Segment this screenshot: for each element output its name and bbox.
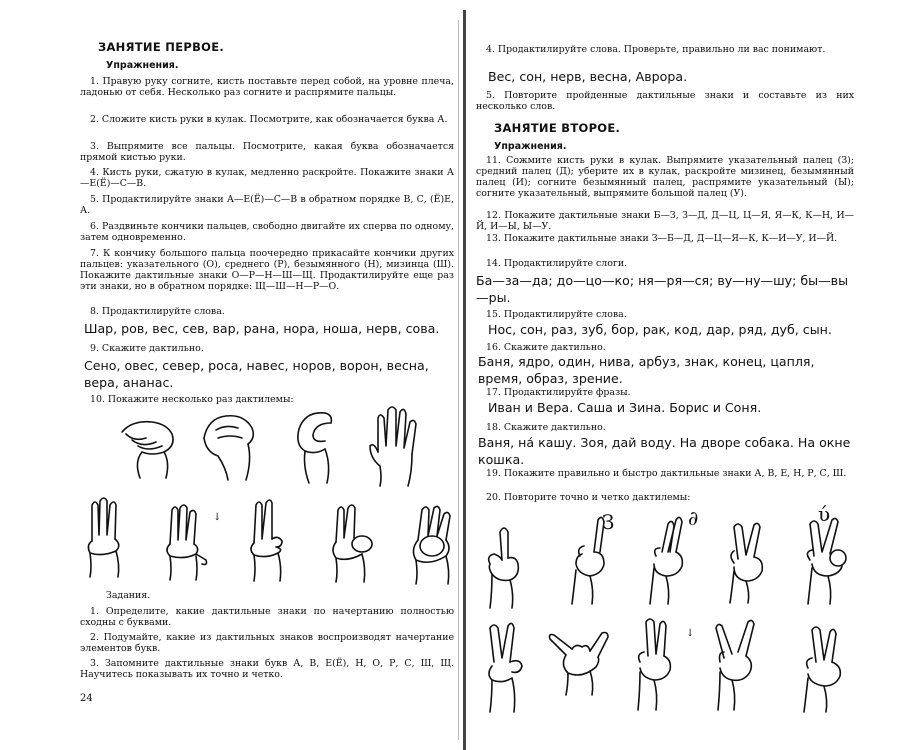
letter-z-label: З — [602, 510, 615, 534]
hand-r-icon — [322, 498, 380, 582]
exercise-9: 9. Скажите дактильно. — [90, 343, 204, 354]
exercise-18-words: Ваня, на́ кашу. Зоя, дай воду. На дворе собака. На окне кошка. — [478, 435, 851, 467]
exercise-11: 11. Сожмите кисть руки в кулак. Выпрямите указательный палец (З); средний палец (Д); уберите их в кулак, раскройте мизинец, безымянный палец (И); согните безымянный палец, распрямите указательный (Ы); согните указательный, выпрямите большой палец (У). — [476, 155, 854, 200]
exercise-16: 16. Скажите дактильно. — [486, 342, 606, 353]
lesson-two-title: ЗАНЯТИЕ ВТОРОЕ. — [494, 121, 621, 135]
exercise-9-words: Сено, овес, север, роса, навес, норов, ворон, весна, вера, ананас. — [84, 358, 429, 390]
task-1: 1. Определите, какие дактильные знаки по начертанию полностью сходны с буквами. — [80, 606, 454, 629]
hand-u-icon — [798, 512, 860, 604]
exercise-17: 17. Продактилируйте фразы. — [486, 387, 631, 398]
hand-ya-icon — [708, 612, 764, 710]
exercise-20: 20. Повторите точно и четко дактилемы: — [486, 492, 691, 503]
right-page — [468, 0, 921, 750]
exercises-heading-2: Упражнения. — [494, 141, 567, 152]
exercise-4: 4. Кисть руки, сжатую в кулак, медленно раскройте. Покажите знаки А—Е(Ё)—С—В. — [80, 167, 454, 190]
exercise-5: 5. Продактилируйте знаки А—Е(Ё)—С—В в обратном порядке В, С, (Ё)Е, А. — [80, 194, 454, 217]
task-2: 2. Подумайте, какие из дактильных знаков воспроизводят начертание элементов букв. — [80, 632, 454, 655]
exercise-4-right: 4. Продактилируйте слова. Проверьте, правильно ли вас понимают. — [486, 44, 826, 55]
exercise-15: 15. Продактилируйте слова. — [486, 309, 627, 320]
exercise-8: 8. Продактилируйте слова. — [90, 306, 225, 317]
tick-mark-2: ↓ — [686, 628, 695, 639]
exercises-heading: Упражнения. — [106, 60, 179, 71]
hand-n-icon — [242, 495, 296, 581]
task-3: 3. Запомните дактильные знаки букв А, В, Е(Ё), Н, О, Р, С, Ш, Щ. Научитесь показывать их точно и четко. — [80, 658, 454, 681]
hand-v-icon — [366, 402, 422, 486]
hand-k-icon — [480, 618, 532, 712]
hand-s-icon — [285, 405, 351, 485]
hand-o-icon — [402, 500, 464, 584]
exercise-4-words: Вес, сон, нерв, весна, Аврора. — [488, 69, 688, 84]
hand-b-icon — [480, 520, 528, 608]
exercise-5-right: 5. Повторите пройденные дактильные знаки и составьте из них несколько слов. — [476, 90, 854, 113]
hand-yi-icon — [794, 620, 854, 712]
hand-fist-icon — [112, 412, 182, 482]
hand-shch-icon — [160, 500, 212, 580]
exercise-19: 19. Покажите правильно и быстро дактильные знаки А, В, Е, Н, Р, С, Ш. — [486, 468, 847, 479]
tick-mark: ↓ — [213, 512, 222, 523]
exercise-16-words: Баня, ядро, один, нива, арбуз, знак, конец, цапля, время, образ, зрение. — [478, 354, 815, 386]
exercise-2: 2. Сложите кисть руки в кулак. Посмотрите, как обозначается буква А. — [90, 114, 448, 125]
exercise-17-words: Иван и Вера. Саша и Зина. Борис и Соня. — [488, 400, 762, 415]
hand-sh-icon — [82, 495, 130, 577]
exercise-15-words: Нос, сон, раз, зуб, бор, рак, код, дар, ряд, дуб, сын. — [488, 322, 832, 337]
letter-d-label: ∂ — [688, 506, 699, 530]
lesson-one-title: ЗАНЯТИЕ ПЕРВОЕ. — [98, 40, 225, 54]
exercise-1: 1. Правую руку согните, кисть поставьте перед собой, на уровне плеча, ладонью от себя. Несколько раз согните и распрямите пальцы. — [80, 76, 454, 99]
exercise-14: 14. Продактилируйте слоги. — [486, 258, 628, 269]
exercise-12: 12. Покажите дактильные знаки Б—З, З—Д, Д—Ц, Ц—Я, Я—К, К—Н, И—Й, И—Ы, Ы—У. — [476, 210, 854, 233]
letter-y-label: ύ — [818, 502, 831, 526]
hand-y-icon — [546, 625, 618, 695]
exercise-8-words: Шар, ров, вес, сев, вар, рана, нора, ноша, нерв, сова. — [84, 321, 440, 336]
hand-ts-icon — [720, 515, 776, 603]
exercise-13: 13. Покажите дактильные знаки З—Б—Д, Д—Ц—Я—К, К—И—У, И—Й. — [486, 233, 838, 244]
exercise-10: 10. Покажите несколько раз дактилемы: — [90, 394, 294, 405]
page-number: 24 — [80, 693, 93, 704]
hand-i-icon — [628, 612, 684, 710]
tasks-heading: Задания. — [106, 590, 151, 601]
hand-e-icon — [196, 408, 266, 482]
exercise-3: 3. Выпрямите все пальцы. Посмотрите, какая буква обозначается прямой кистью руки. — [80, 141, 454, 164]
exercise-14-words: Ба—за—да; до—цо—ко; ня—ря—ся; ву—ну—шу; бы—вы—ры. — [476, 273, 849, 305]
exercise-7: 7. К кончику большого пальца поочередно прикасайте кончики других пальцев: указательного (О), среднего (Р), безымянного (Н), мизинца (Ш). Покажите дактильные знаки О—Р—Н—Ш—Щ. Продактилируйте еще раз эти знаки, но в обратном порядке: Щ—Ш—Н—Р—О. — [80, 248, 454, 293]
exercise-6: 6. Раздвиньте кончики пальцев, свободно двигайте их сперва по одному, затем одновременно. — [80, 221, 454, 244]
exercise-18: 18. Скажите дактильно. — [486, 422, 606, 433]
